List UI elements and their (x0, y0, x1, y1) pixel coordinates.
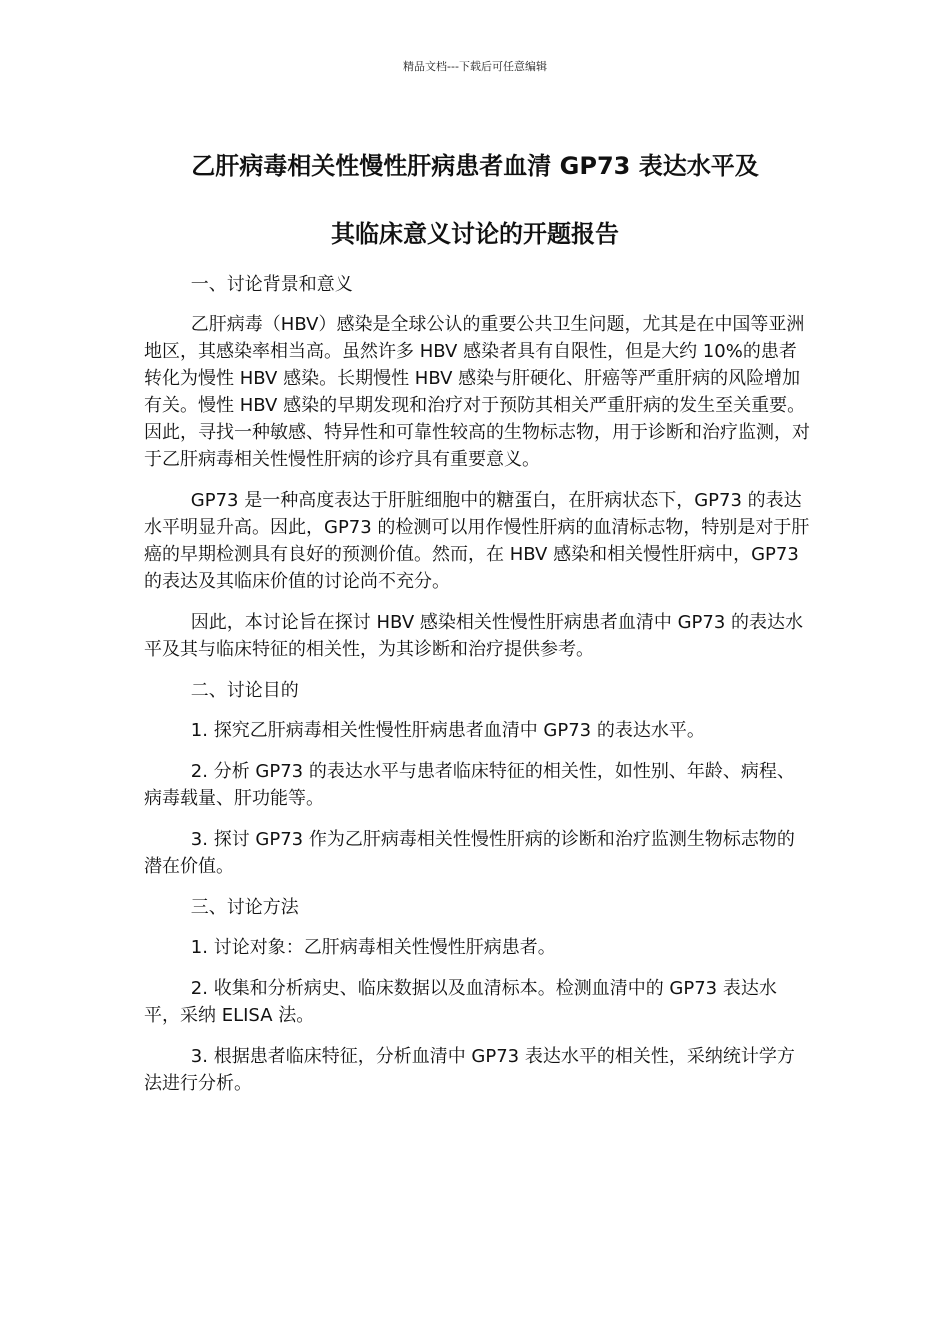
section-heading-methods: 三、讨论方法 (190, 897, 299, 918)
paragraph-background-1: 乙肝病毒（HBV）感染是全球公认的重要公共卫生问题，尤其是在中国等亚洲地区，其感染率相当高。虽然许多 HBV 感染者具有自限性，但是大约 10%的患者转化为慢性 HBV 感染。长期慢性 HBV 感染与肝硬化、肝癌等严重肝病的风险增加有关。慢性 HBV 感染的早期发现和治疗对于预防其相关严重肝病的发生至关重要。因此，寻找一种敏感、特异性和可靠性较高的生物标志物，用于诊断和治疗监测，对于乙肝病毒相关性慢性肝病的诊疗具有重要意义。 (144, 314, 810, 470)
paragraph-background-3: 因此，本讨论旨在探讨 HBV 感染相关性慢性肝病患者血清中 GP73 的表达水平及其与临床特征的相关性，为其诊断和治疗提供参考。 (144, 612, 804, 660)
document-body (144, 271, 810, 1111)
objective-item-3: 3. 探讨 GP73 作为乙肝病毒相关性慢性肝病的诊断和治疗监测生物标志物的潜在价值。 (144, 829, 795, 877)
method-item-3: 3. 根据患者临床特征，分析血清中 GP73 表达水平的相关性，采纳统计学方法进行分析。 (144, 1046, 795, 1094)
title-line-1: 乙肝病毒相关性慢性肝病患者血清 GP73 表达水平及 (191, 152, 759, 180)
title-line-2: 其临床意义讨论的开题报告 (331, 220, 619, 248)
objective-item-1: 1. 探究乙肝病毒相关性慢性肝病患者血清中 GP73 的表达水平。 (190, 720, 705, 741)
method-item-1: 1. 讨论对象：乙肝病毒相关性慢性肝病患者。 (190, 937, 556, 958)
section-heading-objectives: 二、讨论目的 (190, 680, 299, 701)
document-title (120, 132, 830, 268)
objective-item-2: 2. 分析 GP73 的表达水平与患者临床特征的相关性，如性别、年龄、病程、病毒载量、肝功能等。 (144, 761, 795, 809)
page-header-note: 精品文档---下载后可任意编辑 (403, 60, 547, 73)
section-heading-background: 一、讨论背景和意义 (190, 274, 353, 295)
paragraph-background-2: GP73 是一种高度表达于肝脏细胞中的糖蛋白，在肝病状态下，GP73 的表达水平明显升高。因此，GP73 的检测可以用作慢性肝病的血清标志物，特别是对于肝癌的早期检测具有良好的预测价值。然而，在 HBV 感染和相关慢性肝病中，GP73 的表达及其临床价值的讨论尚不充分。 (144, 490, 810, 592)
method-item-2: 2. 收集和分析病史、临床数据以及血清标本。检测血清中的 GP73 表达水平，采纳 ELISA 法。 (144, 978, 777, 1026)
